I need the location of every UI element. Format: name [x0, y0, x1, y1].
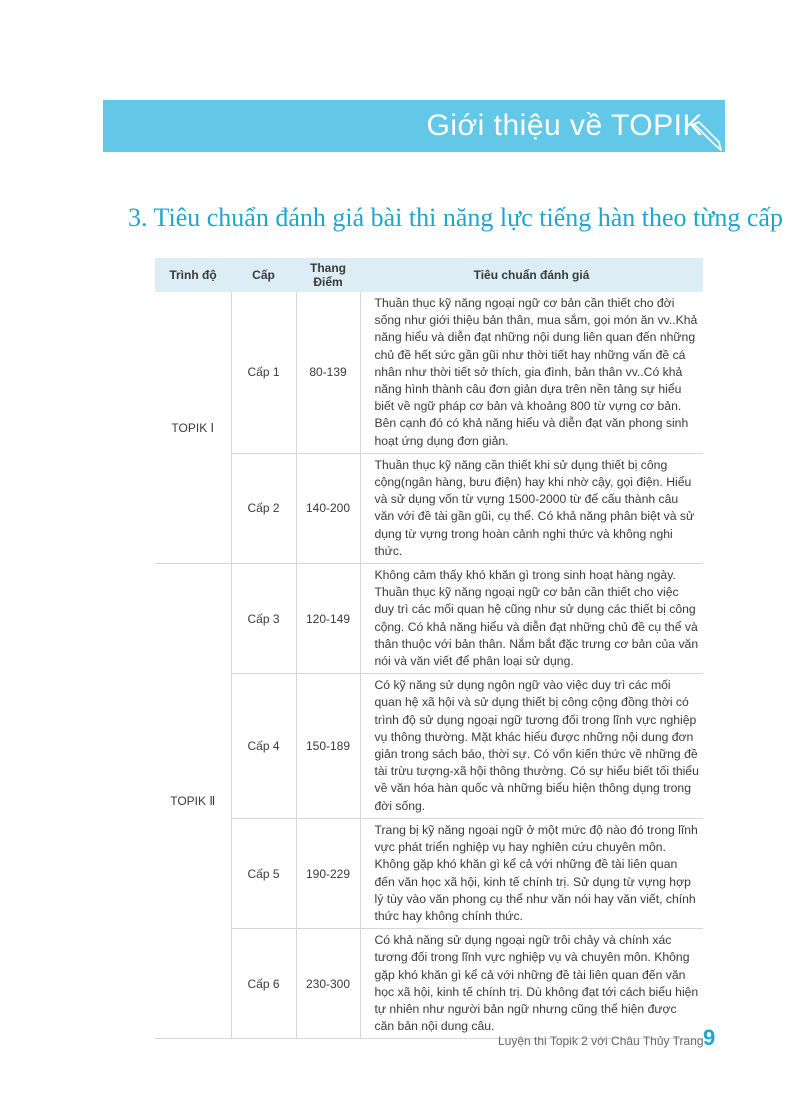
criteria-cell: Trang bị kỹ năng ngoại ngữ ở một mức độ nào đó trong lĩnh vực phát triển nghiệp vụ hay nghiên cứu chuyên môn. Không gặp khó khăn gì kể cả với những đề tài liên quan đến văn học xã hội, kinh tế chính trị. Sử dụng từ vựng hợp lý tùy vào văn phong cụ thể như văn nói hay văn viết, chính thức hay không chính thức. — [360, 818, 703, 928]
level-cell: TOPIK Ⅱ — [155, 564, 231, 1039]
table-row — [155, 929, 703, 1039]
score-cell: 140-200 — [296, 453, 360, 563]
header-title: Giới thiệu về TOPIK — [426, 109, 703, 142]
header-score: Thang Điểm — [296, 258, 360, 292]
level-cell: TOPIK Ⅰ — [155, 292, 231, 564]
grade-cell: Cấp 6 — [231, 929, 296, 1039]
table-row — [155, 818, 703, 928]
evaluation-table — [155, 258, 703, 1039]
score-cell: 120-149 — [296, 564, 360, 674]
header-criteria: Tiêu chuẩn đánh giá — [360, 258, 703, 292]
table-header-row — [155, 258, 703, 292]
page-number: 9 — [703, 1025, 716, 1050]
header-banner — [103, 100, 725, 152]
table-row — [155, 674, 703, 819]
footer-text: Luyện thi Topik 2 với Châu Thủy Trang — [498, 1034, 704, 1048]
table-row — [155, 292, 703, 453]
table-row — [155, 564, 703, 674]
score-cell: 80-139 — [296, 292, 360, 453]
grade-cell: Cấp 3 — [231, 564, 296, 674]
grade-cell: Cấp 5 — [231, 818, 296, 928]
score-cell: 230-300 — [296, 929, 360, 1039]
criteria-cell: Thuần thục kỹ năng ngoại ngữ cơ bản cần thiết cho đời sống như giới thiệu bản thân, mua sắm, gọi món ăn vv..Khả năng hiểu và diễn đạt những nội dung liên quan đến những chủ đề hết sức gần gũi như thời tiết hay những vấn đề cá nhân như thời tiết sở thích, gia đình, bản thân vv..Có khả năng hình thành câu đơn giản dựa trên nền tảng sự hiểu biết về ngữ pháp cơ bản và khoảng 800 từ vựng cơ bản. Bên cạnh đó có khả năng hiểu và diễn đạt văn phong sinh hoạt ứng dụng đơn giản. — [360, 292, 703, 453]
header-grade: Cấp — [231, 258, 296, 292]
grade-cell: Cấp 2 — [231, 453, 296, 563]
header-level: Trình độ — [155, 258, 231, 292]
grade-cell: Cấp 4 — [231, 674, 296, 819]
criteria-cell: Không cảm thấy khó khăn gì trong sinh hoạt hàng ngày. Thuần thục kỹ năng ngoại ngữ cơ bản cần thiết cho việc duy trì các mối quan hệ cũng như sử dụng các thiết bị công cộng. Có khả năng hiểu và diễn đạt những chủ đề cụ thể và thân thuộc với bản thân. Nắm bắt đặc trưng cơ bản của văn nói và văn viết để phân loại sử dụng. — [360, 564, 703, 674]
criteria-cell: Có kỹ năng sử dụng ngôn ngữ vào việc duy trì các mối quan hệ xã hội và sử dụng thiết bị công cộng đồng thời có trình độ sử dụng ngoại ngữ tương đối trong lĩnh vực nghiệp vụ thông thường. Mặt khác hiểu được những nội dung đơn giản trong sách báo, thời sự. Có vốn kiến thức về những đề tài trừu tượng-xã hội thông thường. Có sự hiểu biết tối thiểu về văn hóa hàn quốc và những biểu hiện thông dụng trong đời sống. — [360, 674, 703, 819]
criteria-cell: Thuần thục kỹ năng cần thiết khi sử dụng thiết bị công cộng(ngân hàng, bưu điện) hay khi nhờ cậy, gọi điện. Hiểu và sử dụng vốn từ vựng 1500-2000 từ để cấu thành câu văn với đề tài gần gũi, cụ thể. Có khả năng phân biệt và sử dụng từ vựng trong hoàn cảnh nghi thức và không nghi thức. — [360, 453, 703, 563]
score-cell: 190-229 — [296, 818, 360, 928]
score-cell: 150-189 — [296, 674, 360, 819]
pencil-icon — [688, 118, 728, 154]
criteria-cell: Có khả năng sử dụng ngoại ngữ trôi chảy và chính xác tương đối trong lĩnh vực nghiệp vụ và chuyên môn. Không gặp khó khăn gì kể cả với những đề tài liên quan đến văn học xã hội, kinh tế chính trị. Dù không đạt tới cách biểu hiện tự nhiên như người bản ngữ nhưng cũng thể hiện được căn bản nội dung câu. — [360, 929, 703, 1039]
section-title: 3. Tiêu chuẩn đánh giá bài thi năng lực tiếng hàn theo từng cấp — [128, 203, 783, 232]
grade-cell: Cấp 1 — [231, 292, 296, 453]
table-row — [155, 453, 703, 563]
